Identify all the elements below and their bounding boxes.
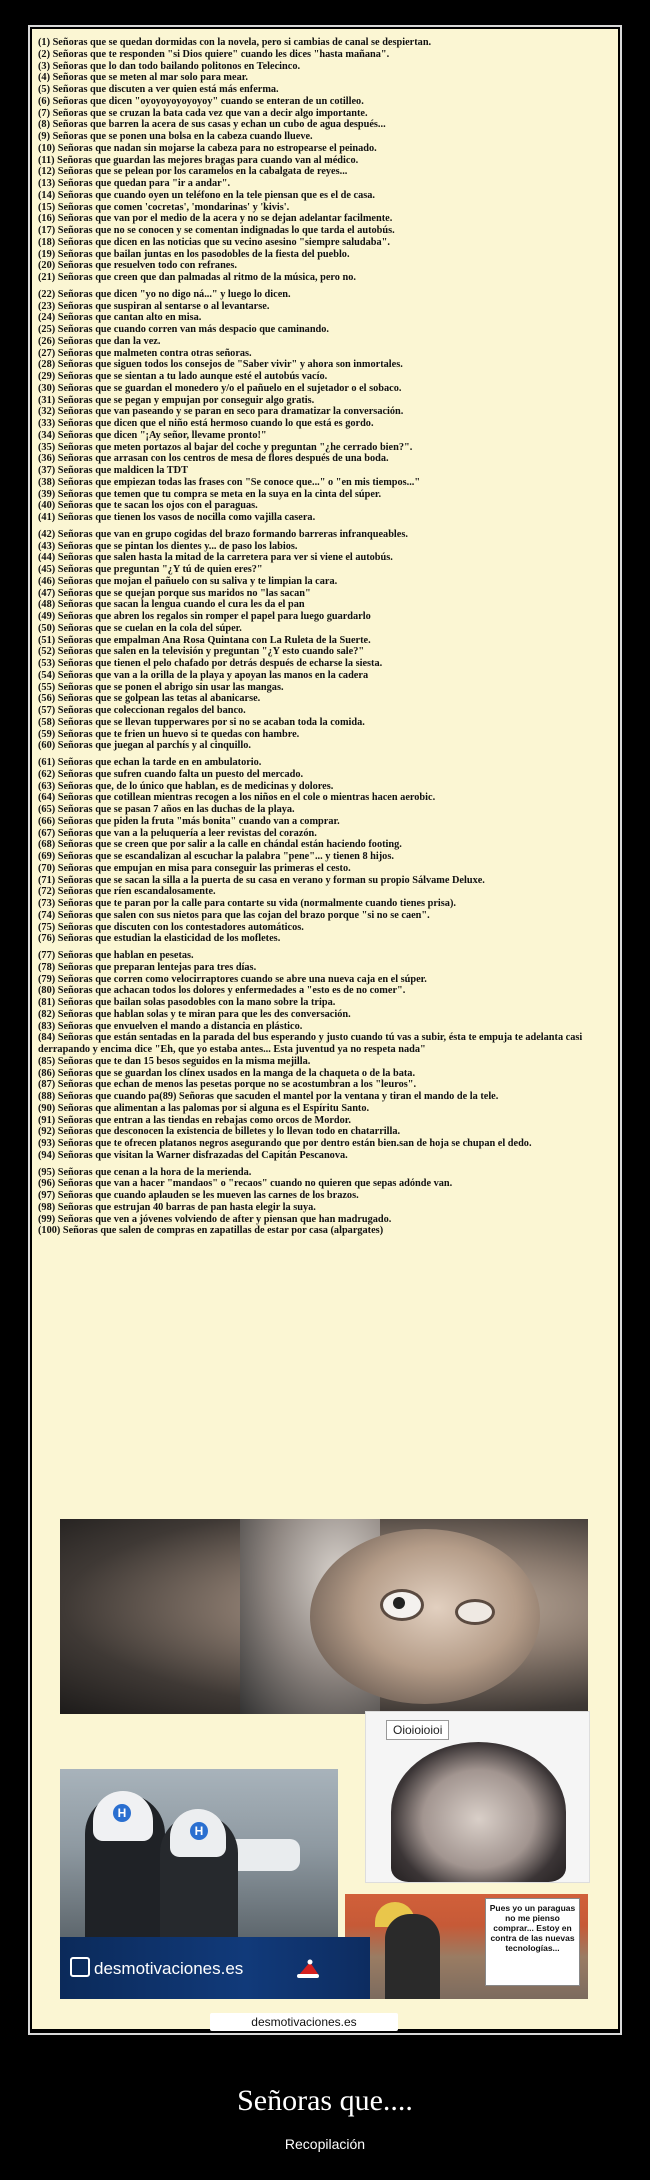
list-item: (74) Señoras que salen con sus nietos para que las cojan del brazo porque "si no se caen". [38,909,430,921]
list-item: (23) Señoras que suspiran al sentarse o al levantarse. [38,300,270,312]
list-item: (51) Señoras que empalman Ana Rosa Quintana con La Ruleta de la Suerte. [38,634,371,646]
list-item: (35) Señoras que meten portazos al bajar del coche y preguntan "¿he cerrado bien?". [38,441,413,453]
list-item: (22) Señoras que dicen "yo no digo ná..." y luego lo dicen. [38,288,291,300]
list-item: (38) Señoras que empiezan todas las frases con "Se conoce que..." o "en mis tiempos..." [38,476,421,488]
photo-collage [60,1519,588,1999]
photo-eye-right [455,1599,495,1625]
speech-sign: Pues yo un paraguas no me pienso comprar... Estoy en contra de las nuevas tecnologías... [485,1898,580,1986]
list-item: (3) Señoras que lo dan todo bailando politonos en Telecinco. [38,60,301,72]
list-item: (70) Señoras que empujan en misa para conseguir las primeras el cesto. [38,862,351,874]
list-item: (86) Señoras que se guardan los clínex usados en la manga de la chaqueta o de la bata. [38,1067,416,1079]
watermark[interactable]: desmotivaciones.es [210,2013,398,2031]
list-item: (69) Señoras que se escandalizan al escuchar la palabra "pene"... y tienen 8 hijos. [38,851,394,862]
speech-bubble: Oioioioioi [386,1720,449,1740]
list-item: (94) Señoras que visitan la Warner disfrazadas del Capitán Pescanova. [38,1149,348,1161]
poster [32,29,618,2029]
photo-walker [385,1914,440,1999]
list-item: (34) Señoras que dicen "¡Ay señor, llevame pronto!" [38,429,267,441]
list-item: (12) Señoras que se pelean por los caramelos en la cabalgata de reyes... [38,166,348,178]
list-item: (36) Señoras que arrasan con los centros de mesa de flores después de una boda. [38,453,389,465]
hospital-logo-icon: H [190,1822,208,1840]
list-item: (64) Señoras que cotillean mientras recogen a los niños en el cole o mientras hacen aerobic. [38,792,436,804]
list-item: (68) Señoras que se creen que por salir a la calle en chándal están haciendo footing. [38,839,402,851]
list-item: (37) Señoras que maldicen la TDT [38,465,188,476]
list-item: (83) Señoras que envuelven el mando a distancia en plástico. [38,1020,303,1032]
list-item: (7) Señoras que se cruzan la bata cada vez que van a decir algo importante. [38,107,368,119]
photo-pupil [393,1597,405,1609]
senoras-list [32,29,618,1237]
list-item: (19) Señoras que bailan juntas en los pasodobles de la fiesta del pueblo. [38,248,350,260]
santa-hat-icon [296,1959,322,1979]
list-item: (96) Señoras que van a hacer "mandaos" o "recaos" cuando no quieren que sepas adónde van. [38,1178,453,1190]
list-item: (46) Señoras que mojan el pañuelo con su saliva y te limpian la cara. [38,575,338,587]
list-item: (75) Señoras que discuten con los contestadores automáticos. [38,921,304,933]
list-item: (18) Señoras que dicen en las noticias que su vecino asesino "siempre saludaba". [38,236,390,248]
list-item: (54) Señoras que van a la orilla de la playa y apoyan las manos en la cadera [38,669,369,681]
list-item: (59) Señoras que te frien un huevo si te quedas con hambre. [38,728,300,740]
list-item: (9) Señoras que se ponen una bolsa en la cabeza cuando llueve. [38,131,313,142]
list-item: (25) Señoras que cuando corren van más despacio que caminando. [38,324,330,335]
list-item: (77) Señoras que hablan en pesetas. [38,950,194,961]
list-item: (2) Señoras que te responden "si Dios quiere" cuando les dices "hasta mañana". [38,48,390,60]
hospital-logo-icon: H [113,1804,131,1822]
photo-old-woman-closeup [60,1519,588,1714]
list-item: (61) Señoras que echan la tarde en en ambulatorio. [38,757,262,768]
list-item: (65) Señoras que se pasan 7 años en las duchas de la playa. [38,804,295,815]
list-item: (78) Señoras que preparan lentejas para tres días. [38,961,257,973]
list-item: (15) Señoras que comen 'cocretas', 'mondarinas' y 'kivis'. [38,201,290,213]
list-item: (44) Señoras que salen hasta la mitad de la carretera para ver si viene el autobús. [38,552,393,564]
list-item: (95) Señoras que cenan a la hora de la merienda. [38,1166,252,1178]
list-item: (100) Señoras que salen de compras en zapatillas de estar por casa (alpargates) [38,1225,384,1237]
list-item: (47) Señoras que se quejan porque sus maridos no "las sacan" [38,587,311,599]
list-item: (66) Señoras que piden la fruta "más bonita" cuando van a comprar. [38,815,340,827]
list-item: (28) Señoras que siguen todos los consejos de "Saber vivir" y ahora son inmortales. [38,359,403,371]
list-item: (67) Señoras que van a la peluquería a leer revistas del corazón. [38,827,317,839]
list-item: (63) Señoras que, de lo único que hablan, es de medicinas y dolores. [38,780,334,792]
list-item: (4) Señoras que se meten al mar solo para mear. [38,72,248,84]
list-item: (98) Señoras que estrujan 40 barras de pan hasta elegir la suya. [38,1201,316,1213]
list-item: (6) Señoras que dicen "oyoyoyoyoyoyoy" cuando se enteran de un cotilleo. [38,95,364,107]
list-item: (13) Señoras que quedan para "ir a andar". [38,178,231,189]
list-item: (39) Señoras que temen que tu compra se meta en la suya en la cinta del súper. [38,488,382,500]
list-item: (79) Señoras que corren como velocirraptores cuando se abre una nueva caja en el súper. [38,973,427,985]
list-item: (45) Señoras que preguntan "¿Y tú de quien eres?" [38,564,263,575]
list-item: (24) Señoras que cantan alto en misa. [38,312,202,324]
list-item: (57) Señoras que coleccionan regalos del banco. [38,705,246,716]
list-item: (56) Señoras que se golpean las tetas al abanicarse. [38,693,261,705]
list-item: (27) Señoras que malmeten contra otras señoras. [38,347,252,359]
list-item: (50) Señoras que se cuelan en la cola del súper. [38,622,242,634]
list-item: (29) Señoras que se sientan a tu lado aunque esté el autobús vacío. [38,371,328,382]
list-item: (92) Señoras que desconocen la existencia de billetes y lo llevan todo en chatarrilla. [38,1126,401,1138]
brand-logo [70,1957,243,1979]
list-item: (84) Señoras que están sentadas en la parada del bus esperando y justo cuando tú vas a subir, ésta te empuja te adelanta casi derrapando y encima dice "Eh, que yo estaba antes... Esta juventud ya no respeta nada" [38,1032,583,1055]
list-item: (90) Señoras que alimentan a las palomas por si alguna es el Espíritu Santo. [38,1102,370,1114]
brand-d-icon [70,1957,90,1977]
list-item: (5) Señoras que discuten a ver quien está más enferma. [38,84,279,95]
photo-face [310,1529,540,1704]
list-item: (76) Señoras que estudian la elasticidad de los mofletes. [38,933,281,945]
list-item: (58) Señoras que se llevan tupperwares por si no se acaban toda la comida. [38,716,365,728]
list-item: (41) Señoras que tienen los vasos de nocilla como vajilla casera. [38,512,316,523]
list-item: (52) Señoras que salen en la televisión y preguntan "¿Y esto cuando sale?" [38,646,365,658]
list-item: (31) Señoras que se pegan y empujan por conseguir algo gratis. [38,394,315,406]
list-item: (21) Señoras que creen que dan palmadas al ritmo de la música, pero no. [38,272,356,283]
list-item: (33) Señoras que dicen que el niño está hermoso cuando lo que está es gordo. [38,418,374,429]
list-item: (42) Señoras que van en grupo cogidas del brazo formando barreras infranqueables. [38,528,408,540]
photo-laughing-woman [365,1711,590,1883]
list-item: (11) Señoras que guardan las mejores bragas para cuando van al médico. [38,154,359,166]
list-item: (17) Señoras que no se conocen y se comentan indignadas lo que tarda el autobús. [38,225,395,236]
list-item: (71) Señoras que se sacan la silla a la puerta de su casa en verano y forman su propio Sálvame Deluxe. [38,874,485,886]
list-item: (80) Señoras que achacan todos los dolores y enfermedades a "esto es de no comer". [38,985,406,997]
list-item: (82) Señoras que hablan solas y te miran para que les des conversación. [38,1008,351,1020]
page-title: Señoras que.... [237,2084,413,2117]
list-item: (1) Señoras que se quedan dormidas con la novela, pero si cambias de canal se despiertan. [38,37,432,48]
brand-text: desmotivaciones.es [94,1959,244,1978]
list-item: (62) Señoras que sufren cuando falta un puesto del mercado. [38,768,304,780]
list-item: (91) Señoras que entran a las tiendas en rebajas como orcos de Mordor. [38,1114,351,1126]
list-item: (26) Señoras que dan la vez. [38,335,161,347]
list-item: (88) Señoras que cuando pa(89) Señoras que sacuden el mantel por la ventana y tiran el mando de la tele. [38,1091,499,1102]
list-item: (81) Señoras que bailan solas pasodobles con la mano sobre la tripa. [38,997,336,1008]
list-item: (85) Señoras que te dan 15 besos seguidos en la misma mejilla. [38,1055,311,1067]
list-item: (16) Señoras que van por el medio de la acera y no se dejan adelantar facilmente. [38,213,393,225]
photo-lady [391,1742,566,1882]
list-item: (73) Señoras que te paran por la calle para contarte su vida (normalmente cuando tienes prisa). [38,898,456,909]
list-item: (14) Señoras que cuando oyen un teléfono en la tele piensan que es el de casa. [38,189,375,201]
page-subtitle: Recopilación [284,2136,366,2152]
list-item: (40) Señoras que te sacan los ojos con el paraguas. [38,500,258,512]
list-item: (72) Señoras que ríen escandalosamente. [38,886,216,898]
list-item: (60) Señoras que juegan al parchís y al cinquillo. [38,740,251,752]
list-item: (87) Señoras que echan de menos las pesetas porque no se acostumbran a los "leuros". [38,1079,417,1091]
list-item: (49) Señoras que abren los regalos sin romper el papel para luego guardarlo [38,611,371,622]
list-item: (93) Señoras que te ofrecen platanos negros asegurando que por dentro están bien.san de hoja se chupan el dedo. [38,1138,532,1149]
list-item: (30) Señoras que se guardan el monedero y/o el pañuelo en el sujetador o el sobaco. [38,382,402,394]
list-item: (43) Señoras que se pintan los dientes y... de paso los labios. [38,540,298,552]
list-item: (55) Señoras que se ponen el abrigo sin usar las mangas. [38,681,284,693]
list-item: (32) Señoras que van paseando y se paran en seco para dramatizar la conversación. [38,406,404,418]
photo-women-with-bags [60,1769,338,1939]
list-item: (99) Señoras que ven a jóvenes volviendo de after y piensan que han madrugado. [38,1213,392,1225]
list-item: (97) Señoras que cuando aplauden se les mueven las carnes de los brazos. [38,1190,359,1201]
list-item: (53) Señoras que tienen el pelo chafado por detrás después de echarse la siesta. [38,658,383,669]
brand-banner [60,1937,370,1999]
list-item: (10) Señoras que nadan sin mojarse la cabeza para no estropearse el peinado. [38,142,377,154]
photo-woman-umbrella [345,1894,588,1999]
list-item: (20) Señoras que resuelven todo con refranes. [38,260,237,272]
list-item: (8) Señoras que barren la acera de sus casas y echan un cubo de agua después... [38,119,386,131]
list-item: (48) Señoras que sacan la lengua cuando el cura les da el pan [38,599,305,611]
